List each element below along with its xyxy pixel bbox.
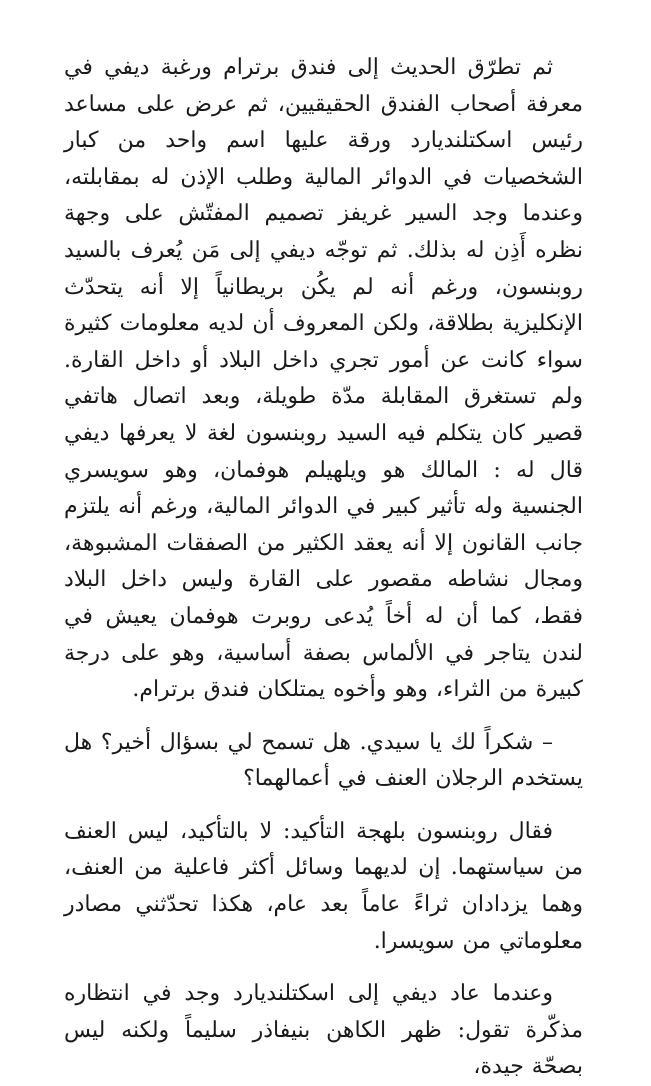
paragraph-question: – شكراً لك يا سيدي. هل تسمح لي بسؤال أخير؟ هل يستخدم الرجلان العنف في أعمالهما؟ <box>64 729 583 792</box>
paragraph-hotel-ownership: ثم تطرّق الحديث إلى فندق برترام ورغبة ديفي في معرفة أصحاب الفندق الحقيقيين، ثم عرض على مساعد رئيس اسكتلنديارد ورقة عليها اسم واحد من كبار الشخصيات في الدوائر المالية وطلب الإذن له بمقابلته، وعندما وجد السير غريفز تصميم المفتّش على وجهة نظره أَذِن له بذلك. ثم توجّه ديفي إلى مَن يُعرف بالسيد روبنسون، ورغم أنه لم يكُن بريطانياً إلا أنه يتحدّث الإنكليزية بطلاقة، ولكن المعروف أن لديه معلومات كثيرة سواء كانت عن أمور تجري داخل البلاد أو داخل القارة. ولم تستغرق المقابلة مدّة طويلة، وبعد اتصال هاتفي قصير كان يتكلم فيه السيد روبنسون لغة لا يعرفها ديفي قال له : المالك هو ويلهيلم هوفمان، وهو سويسري الجنسية وله تأثير كبير في الدوائر المالية، ورغم أنه يلتزم جانب القانون إلا أنه يعقد الكثير من الصفقات المشبوهة، ومجال نشاطه مقصور على القارة وليس داخل البلاد فقط، كما أن له أخاً يُدعى روبرت هوفمان يعيش في لندن يتاجر في الألماس بصفة أساسية، وهو على درجة كبيرة من الثراء، وهو وأخوه يمتلكان فندق برترام. <box>64 55 583 703</box>
paragraph-return-memo: وعندما عاد ديفي إلى اسكتلنديارد وجد في انتظاره مذكّرة تقول: ظهر الكاهن بنيفاذر سليماً ولكنه ليس بصحّة جيدة، <box>64 981 583 1080</box>
paragraph-robinson-answer: فقال روبنسون بلهجة التأكيد: لا بالتأكيد، ليس العنف من سياستهما. إن لديهما وسائل أكثر فاعلية من العنف، وهما يزدادان ثراءً عاماً بعد عام، هكذا تحدّثني مصادر معلوماتي من سويسرا. <box>64 818 583 954</box>
